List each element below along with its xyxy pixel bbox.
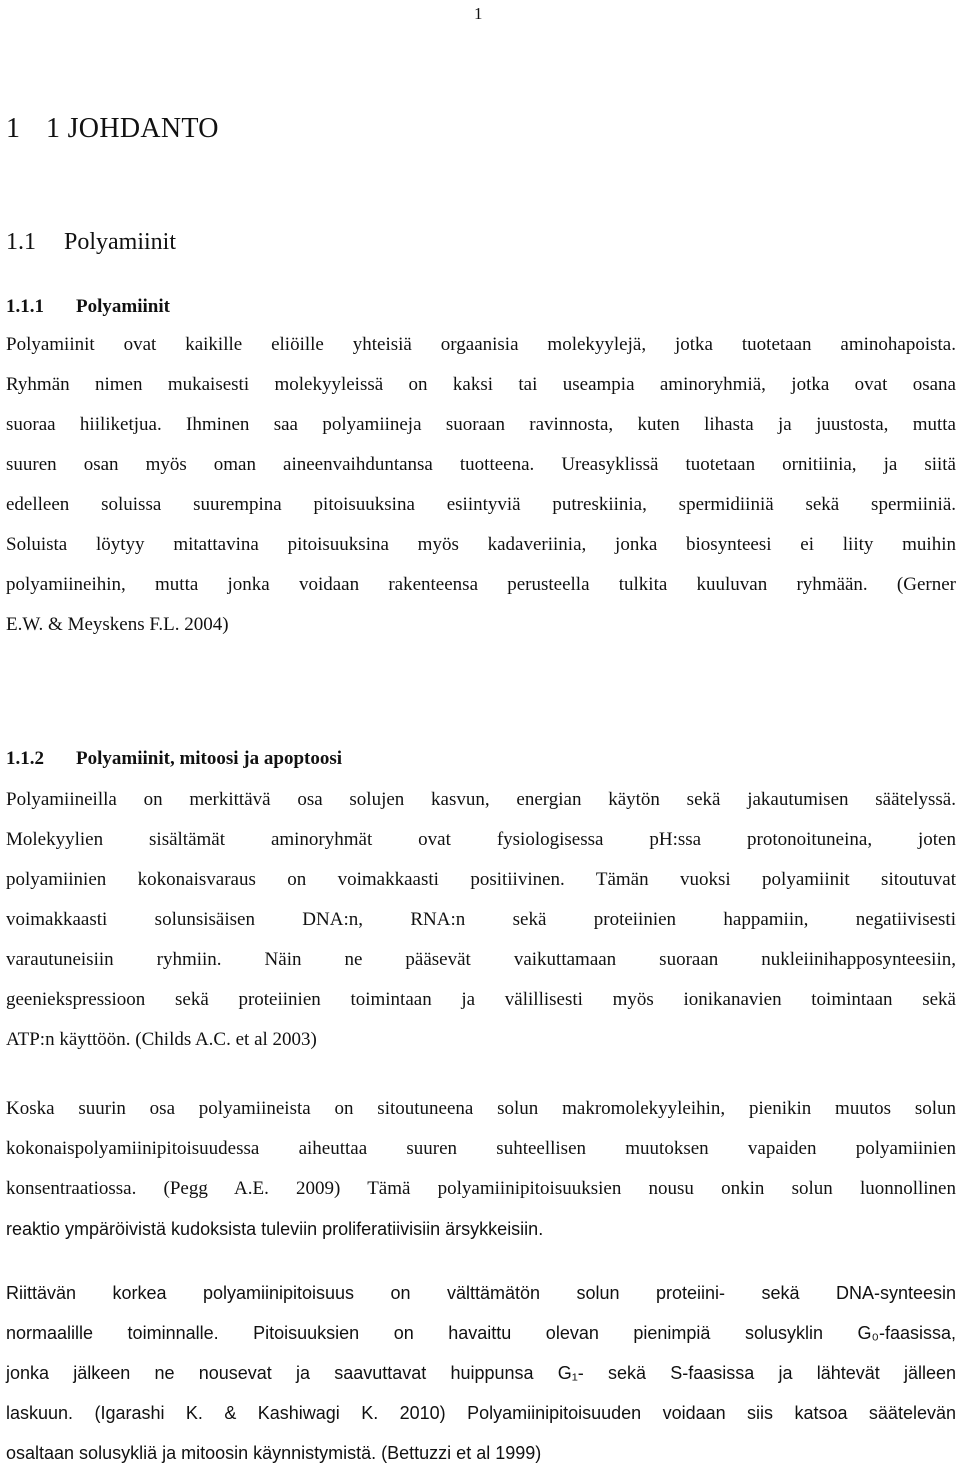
- text-line: Ryhmän nimen mukaisesti molekyyleissä on kaksi tai useampia aminoryhmiä, jotka ovat osana: [6, 374, 956, 395]
- text-line: Koska suurin osa polyamiineista on sitoutuneena solun makromolekyyleihin, pienikin muutos solun: [6, 1098, 956, 1119]
- paragraph-1: [6, 325, 956, 645]
- paragraph-3: [6, 1089, 956, 1249]
- text-line: ATP:n käyttöön. (Childs A.C. et al 2003): [6, 1029, 317, 1050]
- page-number: 1: [474, 4, 483, 23]
- text-line: Polyamiinit ovat kaikille eliöille yhteisiä orgaanisia molekyylejä, jotka tuotetaan aminohapoista.: [6, 334, 956, 355]
- text-line: suoraa hiiliketjua. Ihminen saa polyamiineja suoraan ravinnosta, kuten lihasta ja juustosta, mutta: [6, 414, 956, 435]
- text-line: Molekyylien sisältämät aminoryhmät ovat fysiologisessa pH:ssa protonoituneina, joten: [6, 829, 956, 850]
- paragraph-2: [6, 780, 956, 1060]
- text-line: kokonaispolyamiinipitoisuudessa aiheuttaa suuren suhteellisen muutoksen vapaiden polyamiinien: [6, 1138, 956, 1159]
- section-heading: [6, 229, 176, 256]
- section-title: Polyamiinit: [64, 229, 177, 255]
- text-line: Polyamiineilla on merkittävä osa solujen kasvun, energian käytön sekä jakautumisen säätelyssä.: [6, 789, 956, 810]
- text-line: konsentraatiossa. (Pegg A.E. 2009) Tämä polyamiinipitoisuuksien nousu onkin solun luonnollinen: [6, 1178, 956, 1199]
- text-line: laskuun. (Igarashi K. & Kashiwagi K. 2010) Polyamiinipitoisuuden voidaan siis katsoa säätelevän: [6, 1403, 956, 1423]
- text-line: voimakkaasti solunsisäisen DNA:n, RNA:n sekä proteiinien happamiin, negatiivisesti: [6, 909, 956, 930]
- subsection-heading-1: [6, 296, 170, 318]
- text-line: suuren osan myös oman aineenvaihduntansa tuotteena. Ureasyklissä tuotetaan ornitiinia, ja siitä: [6, 454, 956, 475]
- subsection-number: 1.1.2: [6, 748, 44, 769]
- text-line: E.W. & Meyskens F.L. 2004): [6, 614, 229, 635]
- subsection-title: Polyamiinit, mitoosi ja apoptoosi: [76, 748, 343, 769]
- text-line: polyamiineihin, mutta jonka voidaan rakenteensa perusteella tulkita kuuluvan ryhmään. (Gerner: [6, 574, 956, 595]
- text-line: varautuneisiin ryhmiin. Näin ne pääsevät vaikuttamaan suoraan nukleiinihapposynteesiin,: [6, 949, 956, 970]
- text-line: reaktio ympäröivistä kudoksista tuleviin proliferatiivisiin ärsykkeisiin.: [6, 1219, 544, 1239]
- chapter-heading: [6, 113, 219, 145]
- subsection-heading-2: [6, 748, 342, 770]
- text-line: osaltaan solusykliä ja mitoosin käynnistymistä. (Bettuzzi et al 1999): [6, 1443, 542, 1463]
- chapter-number: 1: [6, 113, 21, 144]
- text-line: geeniekspressioon sekä proteiinien toimintaan ja välillisesti myös ionikanavien toimintaan sekä: [6, 989, 956, 1010]
- text-line: Soluista löytyy mitattavina pitoisuuksina myös kadaveriinia, jonka biosynteesi ei liity muihin: [6, 534, 956, 555]
- subsection-title: Polyamiinit: [76, 296, 170, 317]
- chapter-title: 1 JOHDANTO: [46, 113, 219, 144]
- section-number: 1.1: [6, 229, 36, 255]
- text-line: Riittävän korkea polyamiinipitoisuus on välttämätön solun proteiini- sekä DNA-synteesin: [6, 1283, 956, 1303]
- text-line: edelleen soluissa suurempina pitoisuuksina esiintyviä putreskiinia, spermidiiniä sekä spermiiniä.: [6, 494, 956, 515]
- text-line: normaalille toiminnalle. Pitoisuuksien on havaittu olevan pienimpiä solusyklin G₀-faasissa,: [6, 1323, 956, 1343]
- text-line: jonka jälkeen ne nousevat ja saavuttavat huippunsa G₁- sekä S-faasissa ja lähtevät jälleen: [6, 1363, 956, 1383]
- paragraph-4: [6, 1273, 956, 1473]
- text-line: polyamiinien kokonaisvaraus on voimakkaasti positiivinen. Tämän vuoksi polyamiinit sitoutuvat: [6, 869, 956, 890]
- subsection-number: 1.1.1: [6, 296, 44, 317]
